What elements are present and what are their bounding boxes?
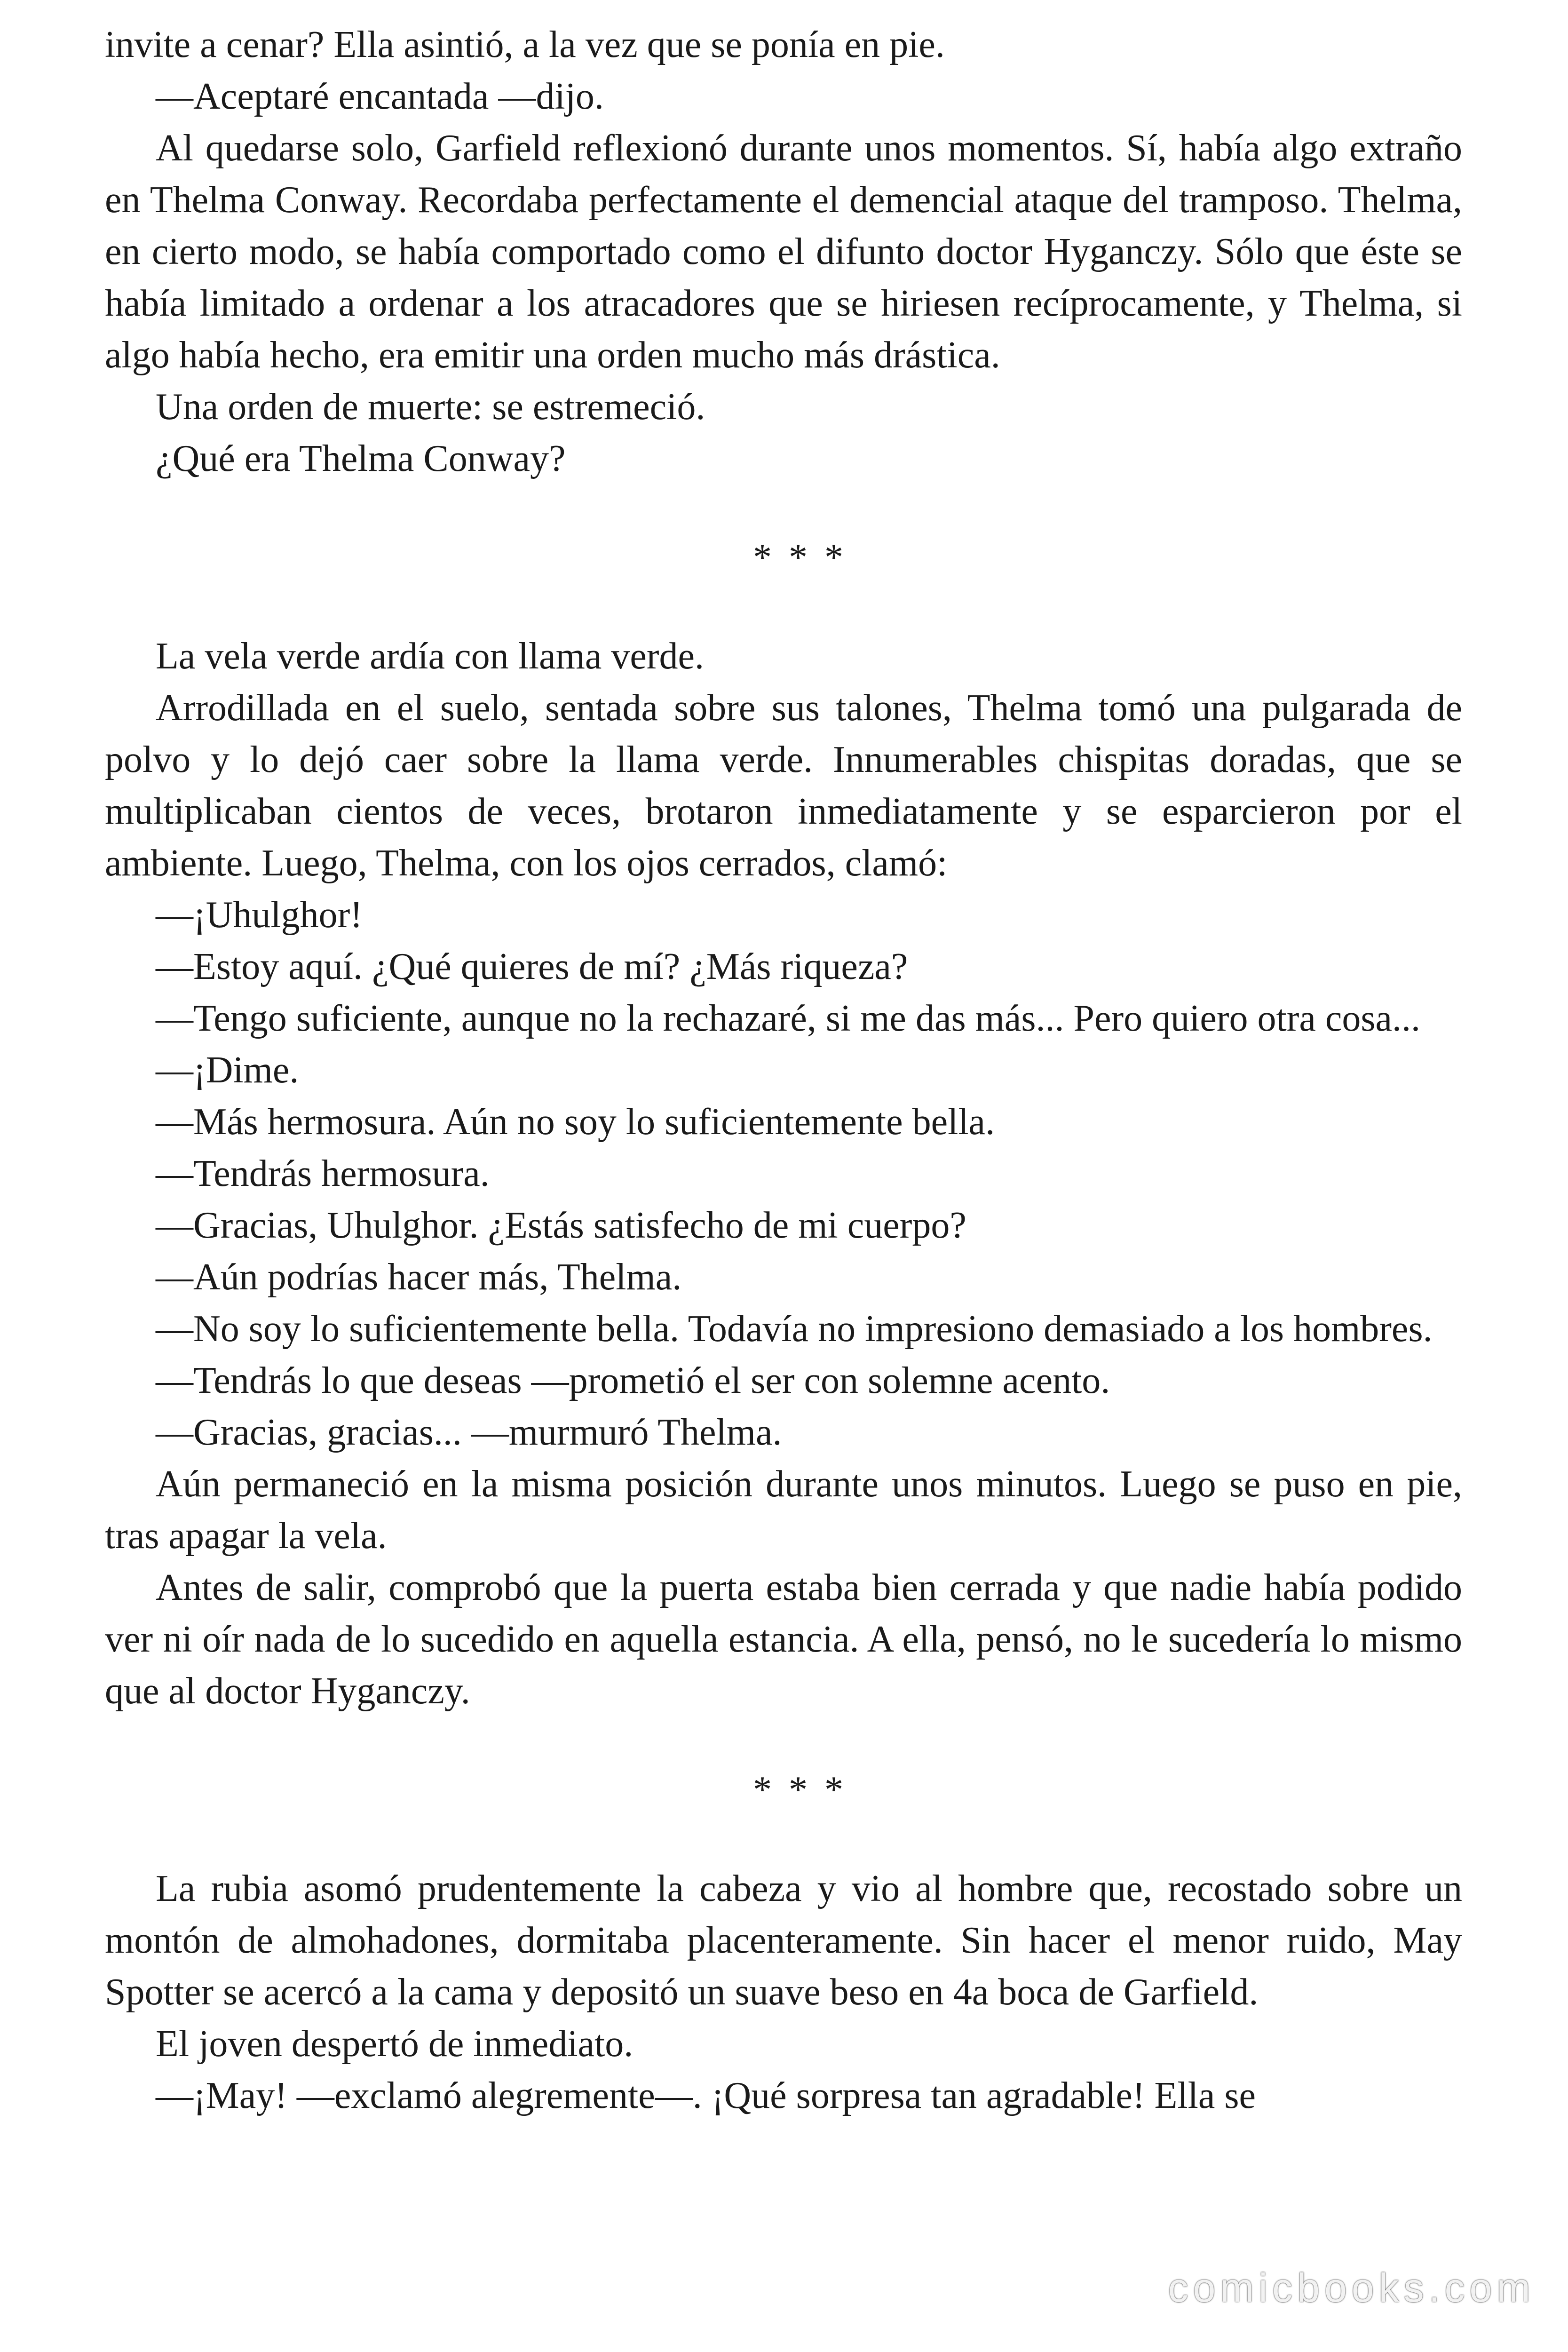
paragraph: Arrodillada en el suelo, sentada sobre sus talones, Thelma tomó una pulgarada de polvo y lo dejó caer sobre la llama verde. Innumerables chispitas doradas, que se multiplicaban cientos de veces, brotaron inmediatamente y se esparcieron por el ambiente. Luego, Thelma, con los ojos cerrados, clamó:	[105, 687, 1462, 884]
paragraph: Al quedarse solo, Garfield reflexionó durante unos momentos. Sí, había algo extraño en Thelma Conway. Recordaba perfectamente el demencial ataque del tramposo. Thelma, en cierto modo, se había comportado como el difunto doctor Hyganczy. Sólo que éste se había limitado a ordenar a los atracadores que se hiriesen recíprocamente, y Thelma, si algo había hecho, era emitir una orden mucho más drástica.	[105, 127, 1462, 376]
paragraph: La rubia asomó prudentemente la cabeza y vio al hombre que, recostado sobre un montón de almohadones, dormitaba placenteramente. Sin hacer el menor ruido, May Spotter se acercó a la cama y depositó un suave beso en 4a boca de Garfield.	[105, 1868, 1462, 2013]
spacer	[105, 1816, 1462, 1863]
paragraph: La vela verde ardía con llama verde.	[156, 636, 705, 677]
paragraph: —Estoy aquí. ¿Qué quieres de mí? ¿Más riqueza?	[156, 946, 908, 987]
paragraph: —Tengo suficiente, aunque no la rechazaré, si me das más... Pero quiero otra cosa...	[156, 998, 1420, 1039]
paragraph: invite a cenar? Ella asintió, a la vez que se ponía en pie.	[105, 24, 945, 65]
section-separator: * * *	[753, 1769, 847, 1811]
paragraph: —Gracias, gracias... —murmuró Thelma.	[156, 1412, 782, 1453]
section-separator: * * *	[753, 537, 847, 578]
paragraph: Aún permaneció en la misma posición durante unos minutos. Luego se puso en pie, tras apagar la vela.	[105, 1463, 1462, 1557]
paragraph: —Tendrás lo que deseas —prometió el ser con solemne acento.	[156, 1360, 1110, 1401]
paragraph: —¡Uhulghor!	[156, 894, 363, 936]
paragraph: —No soy lo suficientemente bella. Todavía no impresiono demasiado a los hombres.	[156, 1308, 1433, 1350]
paragraph: ¿Qué era Thelma Conway?	[156, 438, 566, 479]
watermark-text: comicbooks.com	[1168, 2265, 1535, 2311]
paragraph: —Aceptaré encantada —dijo.	[156, 76, 604, 117]
paragraph: Una orden de muerte: se estremeció.	[156, 386, 705, 428]
paragraph: —¡May! —exclamó alegremente—. ¡Qué sorpresa tan agradable! Ella se	[156, 2075, 1256, 2116]
spacer	[105, 1717, 1462, 1764]
paragraph: —¡Dime.	[156, 1049, 299, 1091]
paragraph: Antes de salir, comprobó que la puerta estaba bien cerrada y que nadie había podido ver ni oír nada de lo sucedido en aquella estancia. A ella, pensó, no le sucedería lo mismo que al doctor Hyganczy.	[105, 1567, 1462, 1712]
paragraph: —Aún podrías hacer más, Thelma.	[156, 1256, 682, 1298]
spacer	[105, 583, 1462, 630]
book-page	[105, 19, 1462, 2122]
paragraph: —Más hermosura. Aún no soy lo suficientemente bella.	[156, 1101, 995, 1143]
paragraph: —Gracias, Uhulghor. ¿Estás satisfecho de mi cuerpo?	[156, 1205, 966, 1246]
spacer	[105, 485, 1462, 532]
paragraph: —Tendrás hermosura.	[156, 1153, 490, 1194]
paragraph: El joven despertó de inmediato.	[156, 2023, 634, 2065]
